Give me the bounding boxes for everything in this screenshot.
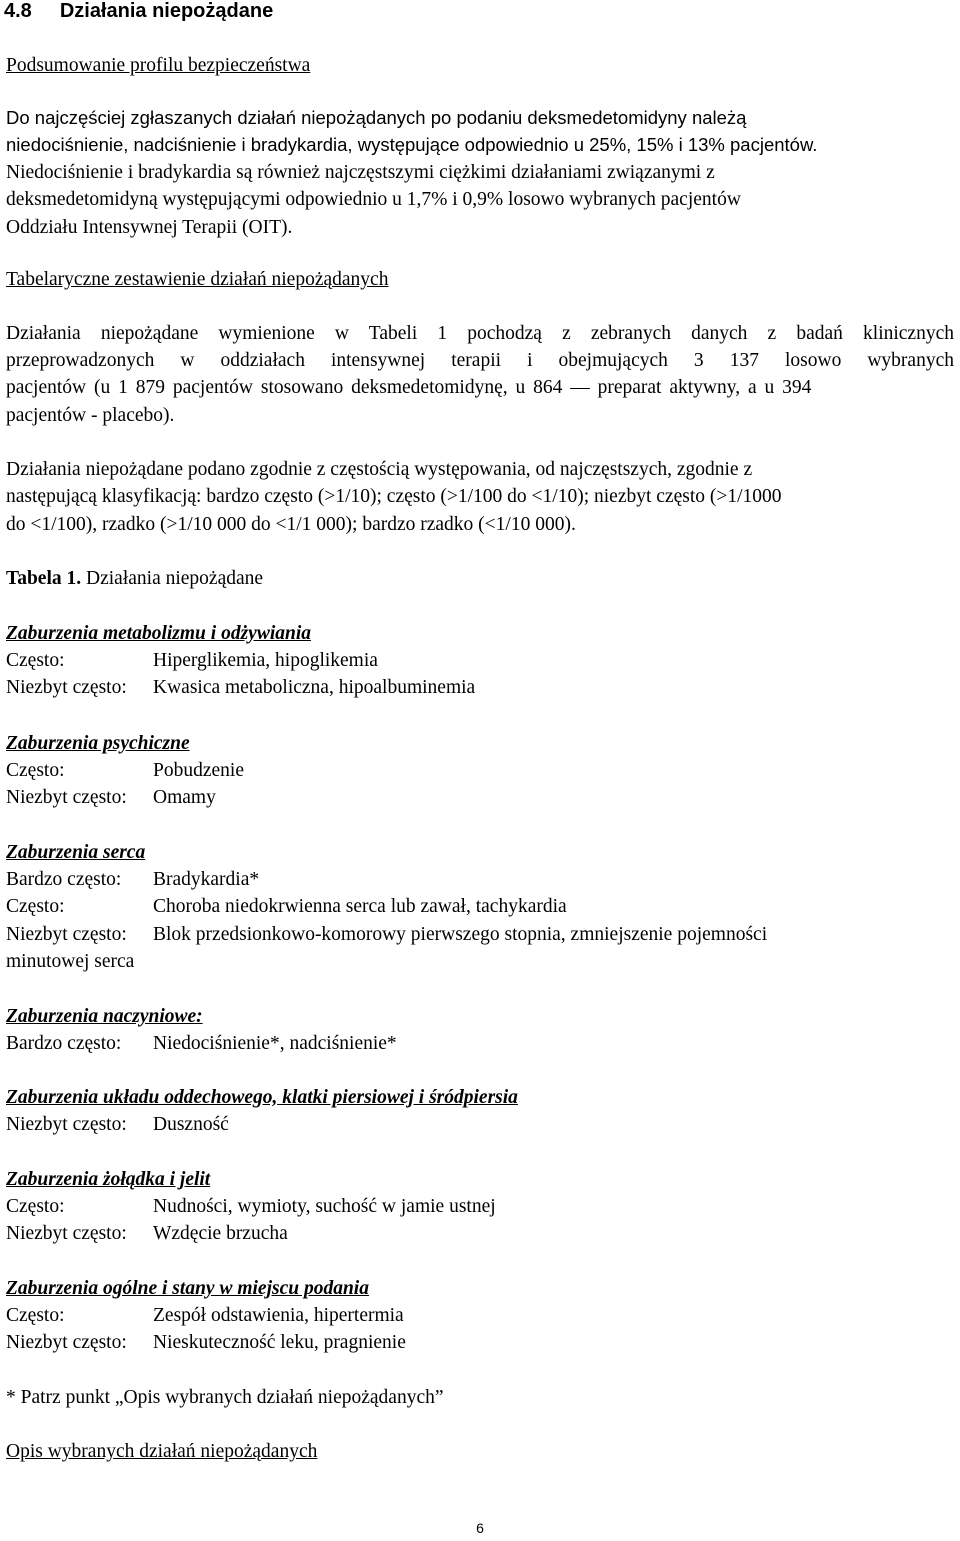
tabular-para1-line: pacjentów (u 1 879 pacjentów stosowano deksmedetomidynę, u 864 — preparat aktywny, a u 394 — [6, 377, 812, 398]
summary-line: Do najczęściej zgłaszanych działań niepożądanych po podaniu deksmedetomidyny należą — [6, 107, 747, 128]
frequency-label: Niezbyt często: — [6, 677, 127, 698]
table-row — [6, 757, 244, 784]
effects-text: Nudności, wymioty, suchość w jamie ustnej — [153, 1196, 496, 1217]
category-heading: Zaburzenia psychiczne — [6, 733, 190, 754]
effects-text: Omamy — [153, 787, 216, 808]
table-caption — [6, 565, 263, 592]
tabular-para1-line: pacjentów - placebo). — [6, 405, 175, 426]
category-heading: Zaburzenia serca — [6, 842, 146, 863]
effects-text: Pobudzenie — [153, 760, 244, 781]
section-title: Działania niepożądane — [59, 0, 274, 22]
summary-line: Niedociśnienie i bradykardia są również najczęstszymi ciężkimi działaniami związanymi z — [6, 162, 715, 183]
effects-text: Hiperglikemia, hipoglikemia — [153, 650, 378, 671]
tabular-para2-line: następującą klasyfikacją: bardzo często (>1/10); często (>1/100 do <1/10); niezbyt często (>1/1000 — [6, 486, 782, 507]
effects-text: Nieskuteczność leku, pragnienie — [153, 1332, 406, 1353]
selected-effects-heading: Opis wybranych działań niepożądanych — [6, 1441, 318, 1462]
tabular-para2-line: do <1/100), rzadko (>1/10 000 do <1/1 000); bardzo rzadko (<1/10 000). — [6, 514, 576, 535]
frequency-label: Niezbyt często: — [6, 924, 127, 945]
section-heading — [4, 0, 273, 25]
category-heading: Zaburzenia ogólne i stany w miejscu podania — [6, 1278, 369, 1299]
table-row — [6, 1329, 406, 1356]
page-number: 6 — [476, 1520, 484, 1536]
frequency-label: Bardzo często: — [6, 1033, 122, 1054]
summary-line: Oddziału Intensywnej Terapii (OIT). — [6, 217, 293, 238]
frequency-label: Bardzo często: — [6, 869, 122, 890]
table-row — [6, 866, 259, 893]
frequency-label: Niezbyt często: — [6, 787, 127, 808]
effects-text: Zespół odstawienia, hipertermia — [153, 1305, 404, 1326]
effects-continuation: minutowej serca — [6, 951, 135, 972]
category-heading: Zaburzenia żołądka i jelit — [6, 1169, 211, 1190]
frequency-label: Niezbyt często: — [6, 1332, 127, 1353]
table-row — [6, 1030, 397, 1057]
effects-text: Duszność — [153, 1114, 229, 1135]
table-row — [6, 674, 475, 701]
summary-heading: Podsumowanie profilu bezpieczeństwa — [6, 55, 311, 76]
frequency-label: Niezbyt często: — [6, 1223, 127, 1244]
tabular-para1-line: Działania niepożądane wymienione w Tabeli 1 pochodzą z zebranych danych z badań klinicznych — [6, 323, 954, 344]
table-row — [6, 893, 567, 920]
tabular-para2-line: Działania niepożądane podano zgodnie z częstością występowania, od najczęstszych, zgodnie z — [6, 459, 753, 480]
frequency-label: Często: — [6, 760, 65, 781]
table-row — [6, 1220, 288, 1247]
table-row — [6, 921, 767, 948]
table-row — [6, 1193, 496, 1220]
summary-line: deksmedetomidyną występującymi odpowiednio u 1,7% i 0,9% losowo wybranych pacjentów — [6, 189, 741, 210]
category-heading: Zaburzenia metabolizmu i odżywiania — [6, 623, 312, 644]
frequency-label: Często: — [6, 896, 65, 917]
effects-text: Wzdęcie brzucha — [153, 1223, 288, 1244]
effects-text: Kwasica metaboliczna, hipoalbuminemia — [153, 677, 476, 698]
section-number: 4.8 — [4, 0, 32, 22]
summary-line: niedociśnienie, nadciśnienie i bradykardia, występujące odpowiednio u 25%, 15% i 13% pacjentów. — [6, 134, 818, 155]
table-caption-text: Działania niepożądane — [86, 568, 264, 589]
category-heading: Zaburzenia naczyniowe: — [6, 1006, 203, 1027]
table-row — [6, 1111, 229, 1138]
category-heading: Zaburzenia układu oddechowego, klatki piersiowej i śródpiersia — [6, 1087, 518, 1108]
tabular-para1-line: przeprowadzonych w oddziałach intensywnej terapii i obejmujących 3 137 losowo wybranych — [6, 350, 954, 371]
tabular-heading: Tabelaryczne zestawienie działań niepożądanych — [6, 269, 389, 290]
frequency-label: Często: — [6, 1305, 65, 1326]
effects-text: Choroba niedokrwienna serca lub zawał, tachykardia — [153, 896, 567, 917]
frequency-label: Często: — [6, 1196, 65, 1217]
table-row — [6, 784, 216, 811]
table-label: Tabela 1. — [6, 568, 82, 589]
effects-text: Bradykardia* — [153, 869, 260, 890]
table-row — [6, 1302, 404, 1329]
effects-text: Niedociśnienie*, nadciśnienie* — [153, 1033, 397, 1054]
effects-text: Blok przedsionkowo-komorowy pierwszego stopnia, zmniejszenie pojemności — [153, 924, 768, 945]
footnote: * Patrz punkt „Opis wybranych działań niepożądanych” — [6, 1387, 444, 1408]
table-row — [6, 647, 378, 674]
frequency-label: Niezbyt często: — [6, 1114, 127, 1135]
frequency-label: Często: — [6, 650, 65, 671]
